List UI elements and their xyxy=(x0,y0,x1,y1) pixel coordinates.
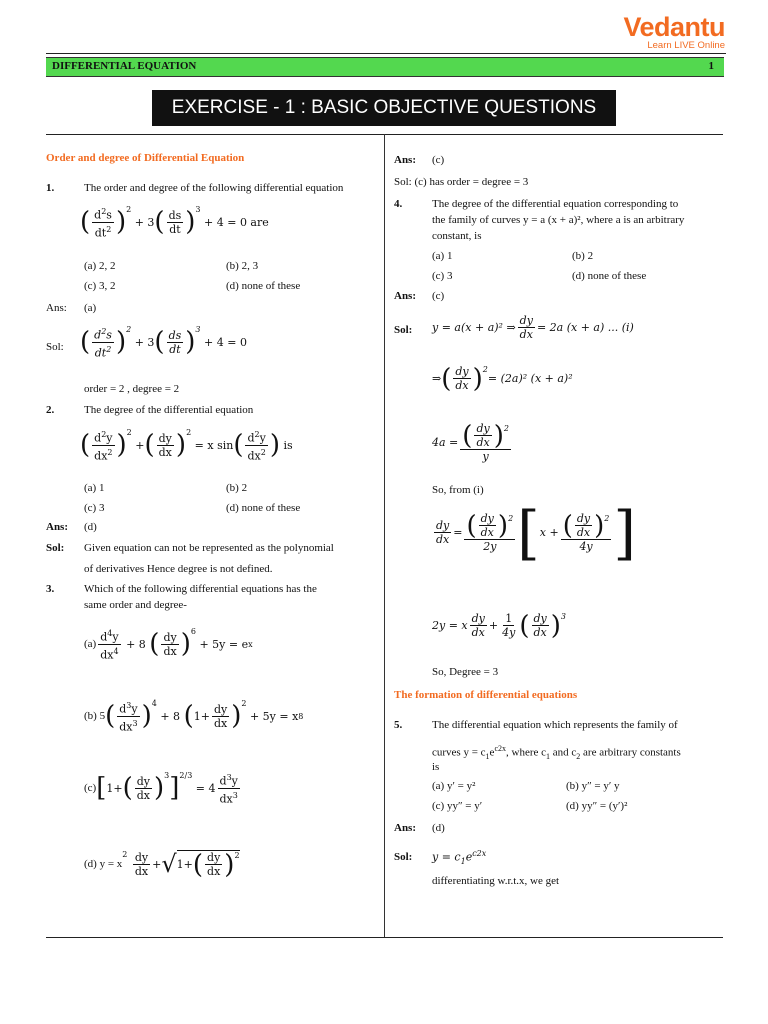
q2-text: The degree of the differential equation xyxy=(84,404,254,416)
q4-sol-eq2-right: = (2a)² (x + a)² xyxy=(487,372,573,385)
q1-order-degree: order = 2 , degree = 2 xyxy=(84,383,180,395)
q4-text-line1: The degree of the differential equation corresponding to xyxy=(432,198,679,210)
q3-opt-c-tail: = 4 xyxy=(195,781,216,795)
q3-opt-a-tail: + 5y = e xyxy=(199,637,249,651)
q1-option-b: (b) 2, 3 xyxy=(226,260,259,272)
q4-sol-eq1: y = a(x + a)² ⇒ $\frac{dy}{dx}$ = 2a (x + a) ... (i) xyxy=(432,314,634,341)
page-number: 1 xyxy=(708,60,714,72)
q5-text-line1: The differential equation which represents the family of xyxy=(432,719,678,731)
logo-tagline: Learn LIVE Online xyxy=(647,40,725,51)
q3-option-c: (c) [ 1+ ( $\frac{dy}{dx}$ ) 3 ] 2/3 = 4 $\frac{d^3y}{dx^3}$ xyxy=(84,771,238,806)
q2-number: 2. xyxy=(46,404,55,416)
q5-ans-label: Ans: xyxy=(394,822,417,834)
chapter-title: DIFFERENTIAL EQUATION xyxy=(52,60,197,72)
q3-answer: (c) xyxy=(432,154,445,166)
q2-sol-label: Sol: xyxy=(46,542,65,554)
q4-sol-eq3-left: 4a = xyxy=(432,436,459,449)
q5-option-c: (c) yy″ = y′ xyxy=(432,800,483,812)
q5-option-b: (b) y″ = y′ y xyxy=(566,780,620,792)
q4-text-line3: constant, is xyxy=(432,230,482,242)
q3-text-line1: Which of the following differential equations has the xyxy=(84,583,317,595)
q3-ans-label: Ans: xyxy=(394,154,417,166)
q3-opt-b-tail: + 5y = x xyxy=(249,709,299,723)
q1-answer: (a) xyxy=(84,302,97,314)
q3-opt-c-label: (c) xyxy=(84,782,97,795)
q5-text-line3: is xyxy=(432,761,440,773)
q2-option-b: (b) 2 xyxy=(226,482,248,494)
q2-eq-tail: is xyxy=(283,438,293,452)
bottom-rule xyxy=(46,937,723,938)
section-title-order-degree: Order and degree of Differential Equation xyxy=(46,152,245,164)
q1-sol-eq-tail: + 4 = 0 xyxy=(204,335,247,349)
q3-opt-a-label: (a) xyxy=(84,638,97,651)
q4-text-line2: the family of curves y = a (x + a)², where a is an arbitrary xyxy=(432,214,685,226)
q4-sol-eq5: 2y = x $\frac{dy}{dx}$ + $\frac{1}{4y}$ ( $\frac{dy}{dx}$ ) 3 xyxy=(432,610,567,641)
q2-sol-line1: Given equation can not be represented as the polynomial xyxy=(84,542,334,554)
q4-option-d: (d) none of these xyxy=(572,270,647,282)
q4-so-degree: So, Degree = 3 xyxy=(432,666,499,678)
q2-sol-line2: of derivatives Hence degree is not defined. xyxy=(84,563,273,575)
q5-sol-line: differentiating w.r.t.x, we get xyxy=(432,875,560,887)
q1-equation: ( $\frac{d^2s}{dt^2}$ ) 2 + 3 ( $\frac{ds}{dt}$ ) 3 + 4 = 0 are xyxy=(80,205,269,240)
q1-number: 1. xyxy=(46,182,55,194)
q4-answer: (c) xyxy=(432,290,445,302)
q4-sol-eq4: $\frac{dy}{dx}$ = ( $\frac{dy}{dx}$ ) 2 2y [ x + ( $\frac{dy}{dx}$ ) 2 4y ] xyxy=(436,498,637,567)
q2-ans-label: Ans: xyxy=(46,521,69,533)
q4-sol-eq1-left: y = a(x + a)² ⇒ xyxy=(432,321,516,334)
q5-answer: (d) xyxy=(432,822,445,834)
q5-text-line2: curves $y = c_1e^{c2x}$, where $c_1$ and $c_2$ are arbitrary constants xyxy=(432,744,681,761)
q2-eq-mid: = x sin xyxy=(194,438,234,452)
exercise-title: EXERCISE - 1 : BASIC OBJECTIVE QUESTIONS xyxy=(152,90,616,126)
q1-sol-equation: ( $\frac{d^2s}{dt^2}$ ) 2 + 3 ( $\frac{ds}{dt}$ ) 3 + 4 = 0 xyxy=(80,325,247,360)
q4-option-c: (c) 3 xyxy=(432,270,453,282)
q3-text-line2: same order and degree- xyxy=(84,599,187,611)
q1-sol-label: Sol: xyxy=(46,341,64,353)
q4-option-b: (b) 2 xyxy=(572,250,594,262)
q4-sol-eq3: 4a = ( $\frac{dy}{dx}$ ) 2 y xyxy=(432,420,509,463)
q3-number: 3. xyxy=(46,583,55,595)
q2-option-a: (a) 1 xyxy=(84,482,105,494)
q3-opt-d-label: (d) y = x xyxy=(84,858,123,870)
q5-option-d: (d) yy″ = (y′)² xyxy=(566,800,628,812)
q2-equation: ( $\frac{d^2y}{dx^2}$ ) 2 + ( $\frac{dy}{dx}$ ) 2 = x sin ( $\frac{d^2y}{dx^2}$ ) is xyxy=(80,428,293,463)
q1-option-d: (d) none of these xyxy=(226,280,301,292)
q5-option-a: (a) y′ = y² xyxy=(432,780,476,792)
q1-eq-tail: + 4 = 0 are xyxy=(204,215,269,229)
q5-number: 5. xyxy=(394,719,403,731)
vedantu-logo xyxy=(623,14,725,51)
q4-number: 4. xyxy=(394,198,403,210)
q5-sol-eq: $y = c_1e^{c2x}$ xyxy=(432,849,487,866)
column-divider xyxy=(384,134,385,938)
q4-so-from: So, from (i) xyxy=(432,484,484,496)
q1-ans-label: Ans: xyxy=(46,302,67,314)
q4-ans-label: Ans: xyxy=(394,290,417,302)
q3-option-b: (b) 5 ( $\frac{d^3y}{dx^3}$ ) 4 + 8 ( 1+ $\frac{dy}{dx}$ ) 2 + 5y = x 8 xyxy=(84,699,304,734)
q3-solution: Sol: (c) has order = degree = 3 xyxy=(394,176,529,188)
q1-option-c: (c) 3, 2 xyxy=(84,280,116,292)
q2-option-c: (c) 3 xyxy=(84,502,105,514)
q1-option-a: (a) 2, 2 xyxy=(84,260,116,272)
q4-sol-label: Sol: xyxy=(394,324,413,336)
q5-sol-label: Sol: xyxy=(394,851,413,863)
top-rule xyxy=(46,53,726,54)
q4-option-a: (a) 1 xyxy=(432,250,453,262)
q2-answer: (d) xyxy=(84,521,97,533)
q3-opt-b-label: (b) 5 xyxy=(84,710,106,723)
q2-option-d: (d) none of these xyxy=(226,502,301,514)
q4-sol-eq2: ⇒ ( $\frac{dy}{dx}$ ) 2 = (2a)² (x + a)² xyxy=(432,363,573,394)
section-title-formation: The formation of differential equations xyxy=(394,689,578,701)
q3-option-d: (d) y = x 2 $\frac{dy}{dx}$ + √ 1+ ( $\frac{dy}{dx}$ ) 2 xyxy=(84,849,240,880)
q3-option-a: (a) $\frac{d^4y}{dx^4}$ + 8 ( $\frac{dy}{dx}$ ) 6 + 5y = e x xyxy=(84,627,253,662)
chapter-header-bar xyxy=(46,57,724,77)
q1-text: The order and degree of the following differential equation xyxy=(84,182,344,194)
logo-text: Vedantu xyxy=(623,12,725,42)
q4-sol-eq1-right: = 2a (x + a) ... (i) xyxy=(536,321,634,334)
